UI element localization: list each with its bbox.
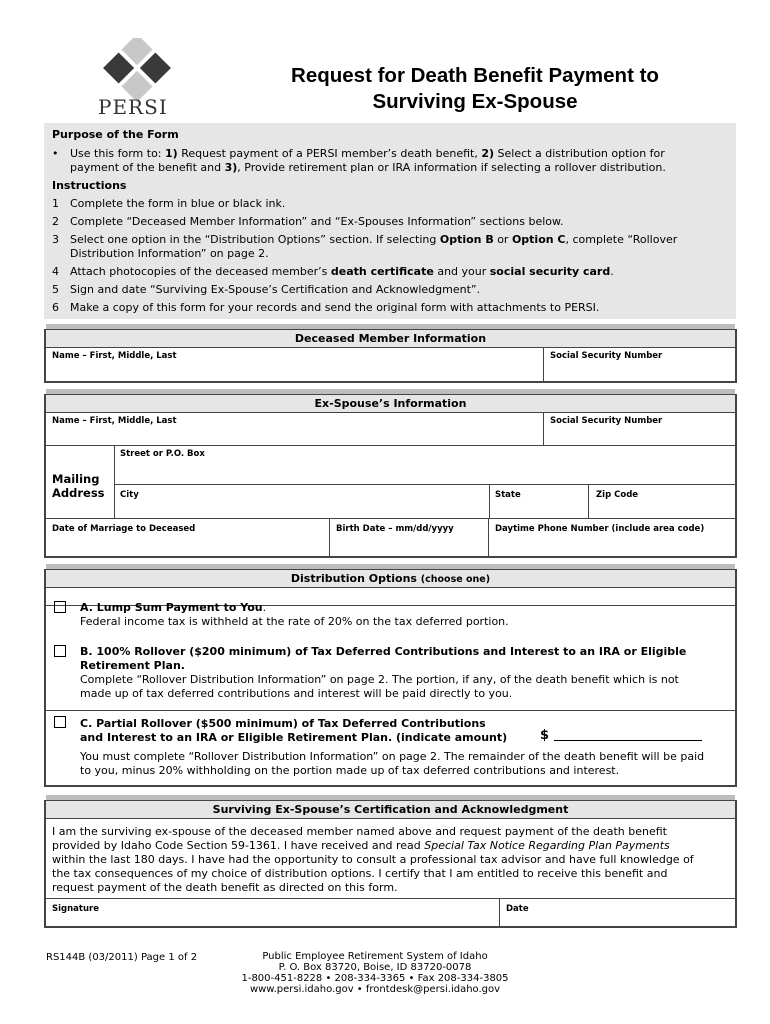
divider [543, 412, 544, 446]
option-a-checkbox[interactable] [54, 601, 66, 613]
birth-date-field[interactable] [332, 536, 484, 554]
marriage-date-field[interactable] [48, 536, 326, 554]
date-field[interactable] [503, 914, 733, 926]
instruction-step: 4 Attach photocopies of the deceased member’s death certificate and your social security card. [52, 265, 614, 278]
ex-spouse-name-field[interactable] [48, 426, 538, 444]
city-field[interactable] [118, 500, 484, 516]
mailing-address-label: Mailing Address [52, 472, 105, 500]
purpose-bullet: • [52, 147, 59, 160]
marriage-date-label: Date of Marriage to Deceased [52, 524, 196, 534]
footer-web: www.persi.idaho.gov • frontdesk@persi.idaho.gov [249, 984, 501, 995]
deceased-ssn-field[interactable] [546, 361, 731, 381]
divider [488, 518, 489, 558]
option-a: A. Lump Sum Payment to You. Federal income tax is withheld at the rate of 20% on the tax deferred portion. [80, 601, 509, 628]
section-bar [46, 564, 735, 569]
signature-field[interactable] [48, 914, 494, 926]
title-line-2: Surviving Ex-Spouse [372, 90, 578, 113]
divider [114, 445, 115, 518]
divider [489, 484, 490, 518]
deceased-ssn-label: Social Security Number [550, 351, 663, 361]
ex-spouse-heading: Ex-Spouse’s Information [46, 395, 735, 413]
section-bar [46, 795, 735, 800]
option-c-title: C. Partial Rollover ($500 minimum) of Tax Deferred Contributions and Interest to an IRA or Eligible Retirement Plan. (indicate amount) [80, 717, 508, 744]
ex-spouse-ssn-field[interactable] [546, 426, 731, 444]
partial-amount-field[interactable] [554, 728, 702, 741]
deceased-name-label: Name – First, Middle, Last [52, 351, 177, 361]
birth-date-label: Birth Date – mm/dd/yyyy [336, 524, 454, 534]
option-b-checkbox[interactable] [54, 645, 66, 657]
zip-field[interactable] [592, 500, 732, 516]
currency-symbol: $ [540, 728, 550, 743]
footer-contact [215, 951, 535, 995]
footer-org: Public Employee Retirement System of Idaho [262, 951, 488, 962]
zip-label: Zip Code [596, 490, 639, 500]
option-c-checkbox[interactable] [54, 716, 66, 728]
divider [543, 347, 544, 383]
street-label: Street or P.O. Box [120, 449, 205, 459]
divider [46, 518, 735, 519]
page-title [245, 63, 705, 115]
signature-label: Signature [52, 904, 99, 914]
divider [46, 710, 735, 711]
instruction-step: 3 Select one option in the “Distribution Options” section. If selecting Option B or Option C, complete “Rollover Distribution Information” on page 2. [52, 233, 678, 260]
phone-label: Daytime Phone Number (include area code) [495, 524, 705, 534]
deceased-member-section [44, 329, 737, 383]
divider [329, 518, 330, 558]
distribution-heading: Distribution Options (choose one) [46, 570, 735, 588]
divider [114, 484, 735, 485]
certification-section [44, 800, 737, 928]
instruction-step: 5 Sign and date “Surviving Ex-Spouse’s Certification and Acknowledgment”. [52, 283, 481, 296]
city-label: City [120, 490, 139, 500]
option-b: B. 100% Rollover ($200 minimum) of Tax Deferred Contributions and Interest to an IRA or Eligible Retirement Plan. Complete “Rollover Distribution Information” on page 2. The portion, if any, of the death benefit which is not made up of tax deferred contributions and interest will be paid directly to you. [80, 645, 687, 700]
certification-text: I am the surviving ex-spouse of the deceased member named above and request payment of the death benefit provided by Idaho Code Section 59-1361. I have received and read Special Tax Notice Regarding Plan Payments within the last 180 days. I have had the opportunity to consult a professional tax advisor and have full knowledge of the tax consequences of my choice of distribution options. I certify that I am entitled to receive this benefit and request payment of the death benefit as directed on this form. [52, 825, 694, 894]
divider [588, 484, 589, 518]
form-id: RS144B (03/2011) Page 1 of 2 [46, 952, 198, 963]
purpose-text: Use this form to: 1) Request payment of a PERSI member’s death benefit, 2) Select a distribution option for payment of the benefit and 3), Provide retirement plan or IRA information if selecting a rollover distribution. [70, 147, 666, 174]
option-c-text: You must complete “Rollover Distribution Information” on page 2. The remainder of the death benefit will be paid to you, minus 20% withholding on the portion made up of tax deferred contributions and interest. [80, 750, 705, 777]
instruction-step: 1 Complete the form in blue or black ink. [52, 197, 286, 210]
certification-heading: Surviving Ex-Spouse’s Certification and Acknowledgment [46, 801, 735, 819]
logo-text: PERSI [98, 95, 168, 119]
footer-address: P. O. Box 83720, Boise, ID 83720-0078 [278, 962, 472, 973]
footer-phones: 1-800-451-8228 • 208-334-3365 • Fax 208-334-3805 [241, 973, 509, 984]
section-bar [46, 324, 735, 329]
phone-field[interactable] [492, 536, 732, 554]
title-line-1: Request for Death Benefit Payment to [291, 64, 659, 87]
ex-spouse-ssn-label: Social Security Number [550, 416, 663, 426]
deceased-name-field[interactable] [48, 361, 538, 381]
ex-spouse-name-label: Name – First, Middle, Last [52, 416, 177, 426]
instructions-heading: Instructions [52, 179, 127, 192]
street-field[interactable] [118, 460, 733, 480]
section-bar [46, 389, 735, 394]
deceased-heading: Deceased Member Information [46, 330, 735, 348]
instruction-step: 2 Complete “Deceased Member Information” and “Ex-Spouses Information” sections below. [52, 215, 564, 228]
state-label: State [495, 490, 521, 500]
ex-spouse-section [44, 394, 737, 558]
state-field[interactable] [492, 500, 584, 516]
divider [46, 445, 735, 446]
date-label: Date [506, 904, 529, 914]
divider [499, 898, 500, 928]
divider [46, 898, 735, 899]
instruction-step: 6 Make a copy of this form for your records and send the original form with attachments to PERSI. [52, 301, 600, 314]
purpose-heading: Purpose of the Form [52, 128, 179, 141]
